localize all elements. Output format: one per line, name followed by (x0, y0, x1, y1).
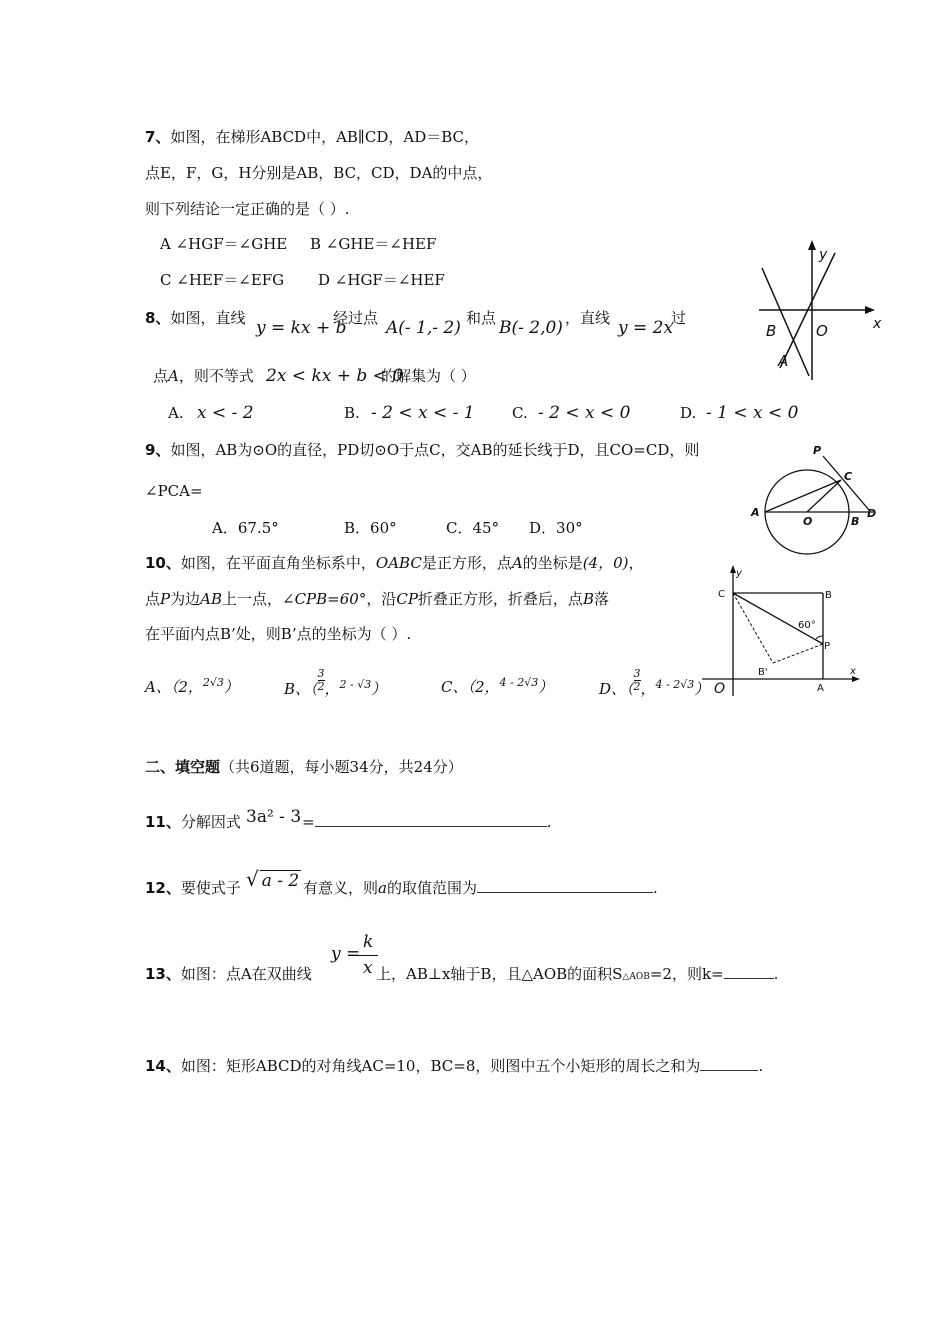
q10-l1b: OABC (375, 554, 422, 572)
q12-text3: 的取值范围为 (386, 879, 477, 897)
q9-option-a: A．67.5° (212, 519, 279, 537)
q11-blank[interactable] (315, 812, 547, 827)
q10-l2g: ，沿 (366, 590, 397, 608)
q10-l2i: 折叠正方形，折叠后，点 (417, 590, 583, 608)
q9-option-b: B．60° (344, 519, 397, 537)
q14-blank[interactable] (700, 1056, 758, 1071)
q8-label-x: x (873, 316, 882, 332)
q10-l1f: (4，0) (582, 554, 629, 572)
q8-y-arrow (808, 240, 816, 250)
q10-l2a: 点 (145, 590, 161, 608)
q8-line1 (145, 308, 245, 328)
q9-line1 (145, 440, 699, 460)
q9-number: 9、 (145, 441, 171, 459)
q12-radicand: a - 2 (261, 871, 300, 891)
q10-opt-b-prefix: B、（ (284, 679, 318, 698)
q9-label-p: P (813, 444, 822, 457)
q9-text-1: 如图，AB为⊙O的直径，PD切⊙O于点C，交AB的延长线于D，且CO=CD，则 (170, 441, 700, 459)
q13-blank[interactable] (724, 964, 774, 979)
q10-opt-b-value: 2 - √3 (339, 677, 372, 691)
q8-text-4: ，直线 (565, 309, 611, 327)
q13-text3: =2，则k= (649, 965, 724, 983)
q12-line (145, 878, 241, 898)
q8-l2d: 的解集为（ ） (381, 367, 476, 385)
q13-number: 13、 (145, 965, 181, 983)
q10-opt-c-prefix: C、（2， (441, 678, 500, 696)
q12-radical (246, 869, 301, 891)
q10-opt-d-num: 3 (633, 667, 641, 680)
q10-opt-b-den: 2 (317, 680, 325, 693)
q12-rest (303, 878, 658, 898)
q10-line3: 在平面内点B’处，则B’点的坐标为（ ）. (145, 625, 412, 643)
q10-opt-d-value: 4 - 2√3 (655, 677, 695, 691)
q8-number: 8、 (145, 309, 171, 327)
q7-text-1: 如图，在梯形ABCD中，AB∥CD，AD＝BC， (170, 128, 480, 146)
q11-answer (302, 812, 551, 832)
q8-label-y: y (819, 247, 828, 263)
q10-option-b (284, 667, 387, 698)
q10-l2d: AB (200, 590, 222, 608)
q7-line2: 点E，F，G，H分别是AB，BC，CD，DA的中点， (145, 164, 493, 182)
q8-option-b-label: B. (344, 404, 360, 422)
q7-option-c: C ∠HEF＝∠EFG (160, 271, 285, 289)
q10-label-x: x (850, 666, 856, 677)
q7-option-b: B ∠GHE＝∠HEF (310, 235, 437, 253)
q10-option-a (145, 677, 239, 699)
q7-number: 7、 (145, 128, 171, 146)
q8-line2 (153, 366, 254, 386)
q13-subscript: △AOB (622, 972, 650, 982)
q9-option-c: C．45° (446, 519, 500, 537)
q9-label-b: B (851, 515, 860, 528)
q10-label-p: P (824, 641, 831, 652)
q10-label-angle: 60° (798, 620, 816, 631)
q12-end: . (652, 879, 658, 897)
q10-l2j: B (582, 590, 594, 608)
q12-number: 12、 (145, 879, 181, 897)
q8-label-a: A (778, 352, 789, 370)
q10-label-c: C (718, 589, 725, 600)
q10-label-a: A (817, 683, 824, 694)
section2-heading (145, 757, 463, 777)
q8-text-1: 如图，直线 (170, 309, 246, 327)
q13-fraction-bar (358, 955, 378, 956)
q11-end: . (546, 813, 552, 831)
q10-l2f: ∠CPB=60° (282, 590, 367, 608)
q10-l2e: 上一点， (221, 590, 282, 608)
q10-l1a: 如图，在平面直角坐标系中， (180, 554, 376, 572)
q10-label-y: y (736, 568, 742, 579)
q9-label-o: O (803, 515, 813, 528)
q10-opt-c-suffix: ） (538, 678, 554, 696)
q9-option-d: D．30° (529, 519, 583, 537)
q8-point-b: B(- 2,0) (499, 318, 563, 338)
q14-text: 如图：矩形ABCD的对角线AC=10，BC=8，则图中五个小矩形的周长之和为 (180, 1057, 701, 1075)
q8-option-c-label: C. (512, 404, 528, 422)
q8-text-3: 和点 (466, 309, 497, 327)
q10-opt-a-prefix: A、（2， (145, 678, 203, 696)
q8-l2b: A (168, 367, 179, 385)
q10-angle-arc (816, 636, 823, 639)
q7-line3: 则下列结论一定正确的是（ ）. (145, 200, 350, 218)
q8-equation-line: y = kx + b (256, 318, 347, 338)
section2-note: （共6道题，每小题34分，共24分） (220, 758, 463, 776)
q10-dashed-cb (733, 593, 773, 663)
q8-label-b: B (766, 322, 777, 340)
q7-line1 (145, 127, 479, 147)
q10-opt-d-suffix: ） (694, 679, 710, 698)
q9-label-a: A (751, 506, 760, 519)
q12-text2: 有意义，则 (303, 879, 379, 897)
q10-opt-b-comma: ， (324, 679, 340, 698)
q13-end: . (773, 965, 779, 983)
q10-opt-b-num: 3 (317, 667, 325, 680)
q10-line1 (145, 553, 644, 573)
q10-l1c: 是正方形，点 (421, 554, 512, 572)
q9-line2: ∠PCA= (145, 482, 203, 500)
q10-opt-b-fraction (318, 668, 325, 693)
q13-line (145, 964, 312, 984)
q13-rest (376, 964, 778, 987)
q8-equation-line2: y = 2x (618, 318, 674, 338)
q10-l2b: P (160, 590, 171, 608)
q10-option-d (599, 667, 710, 698)
q10-fold-cp (733, 593, 823, 644)
q11-equals: = (302, 813, 315, 831)
q9-radius-oc (807, 480, 841, 512)
q8-option-a-label: A. (168, 404, 184, 422)
q8-option-d: - 1 < x < 0 (706, 403, 799, 423)
q10-opt-d-fraction (634, 668, 641, 693)
q12-text: 要使式子 (180, 879, 241, 897)
q10-label-bprime: B' (758, 667, 768, 678)
q10-label-o: O (714, 681, 726, 697)
section2-title: 二、填空题 (145, 758, 221, 776)
q10-l2k: 落 (593, 590, 609, 608)
q8-figure (745, 238, 895, 384)
q10-opt-a-value: 2√3 (202, 676, 224, 689)
q8-l2a: 点 (153, 367, 169, 385)
q12-blank[interactable] (477, 878, 653, 893)
q10-opt-d-den: 2 (633, 680, 641, 693)
q10-opt-d-prefix: D、（ (599, 679, 634, 698)
q9-label-d: D (867, 507, 877, 520)
q10-opt-b-suffix: ） (371, 679, 387, 698)
q8-option-c: - 2 < x < 0 (538, 403, 631, 423)
q7-option-a: A ∠HGF＝∠GHE (160, 235, 288, 253)
q11-expression: 3a² - 3 (246, 807, 302, 827)
q14-end: . (758, 1057, 764, 1075)
q13-text2: 上，AB⊥x轴于B，且△AOB的面积S (376, 965, 623, 983)
q10-l2h: CP (396, 590, 418, 608)
q10-option-c (441, 677, 553, 699)
q8-label-o: O (816, 322, 828, 340)
q8-point-a: A(- 1,- 2) (386, 318, 461, 338)
q8-text-2: 经过点 (333, 309, 379, 327)
q13-k: k (363, 932, 374, 952)
q8-option-b: - 2 < x < - 1 (371, 403, 475, 423)
q11-number: 11、 (145, 813, 181, 831)
q9-figure (745, 440, 885, 555)
q10-line2 (145, 589, 609, 609)
q10-dashed-bp (773, 644, 823, 663)
q10-figure (700, 562, 865, 700)
q7-option-d: D ∠HGF＝∠HEF (318, 271, 445, 289)
q14-line (145, 1056, 763, 1076)
q13-text: 如图：点A在双曲线 (180, 965, 312, 983)
q10-l1e: 的坐标是 (522, 554, 583, 572)
q8-option-d-label: D. (680, 404, 697, 422)
q9-tangent-pd (823, 456, 869, 510)
q10-label-b: B (825, 590, 832, 601)
q10-opt-c-value: 4 - 2√3 (499, 676, 539, 689)
q12-var: a (378, 879, 387, 897)
q10-l1d: A (511, 554, 523, 572)
q8-l2c: ，则不等式 (178, 367, 254, 385)
q9-chord-ac (765, 480, 841, 512)
q8-x-arrow (865, 306, 875, 314)
q10-opt-d-comma: ， (640, 679, 656, 698)
q12-sqrt-sign: √ (246, 867, 259, 891)
q14-number: 14、 (145, 1057, 181, 1075)
q8-text-5: 过 (671, 309, 687, 327)
q10-number: 10、 (145, 554, 181, 572)
q11-line (145, 812, 241, 832)
q9-label-c: C (844, 470, 853, 483)
q13-y-eq: y = (331, 944, 361, 964)
q8-option-a: x < - 2 (197, 403, 254, 423)
q10-l1g: ， (628, 554, 644, 572)
q10-l2c: 为边 (170, 590, 201, 608)
q8-inequality: 2x < kx + b < 0 (266, 366, 404, 386)
q11-text: 分解因式 (180, 813, 241, 831)
q13-x: x (363, 958, 373, 978)
q10-opt-a-suffix: ） (223, 678, 239, 696)
